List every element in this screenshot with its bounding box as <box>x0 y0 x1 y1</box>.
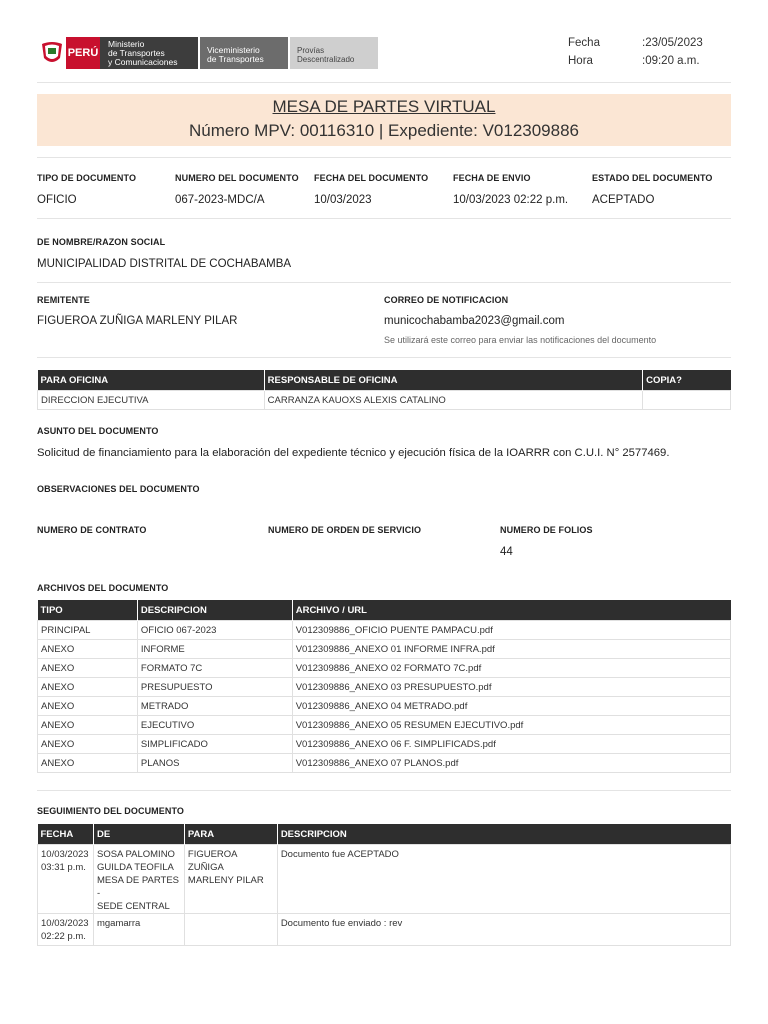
table-cell: Documento fue enviado : rev <box>277 914 730 946</box>
table-cell: ANEXO <box>38 716 138 735</box>
file-link[interactable]: V012309886_ANEXO 04 METRADO.pdf <box>292 697 730 716</box>
table-cell: PLANOS <box>137 754 292 773</box>
table-cell: ANEXO <box>38 754 138 773</box>
file-link[interactable]: V012309886_ANEXO 07 PLANOS.pdf <box>292 754 730 773</box>
column-header: PARA OFICINA <box>38 370 265 391</box>
fecha-label: Fecha <box>568 37 600 49</box>
seguimiento-label: SEGUIMIENTO DEL DOCUMENTO <box>37 806 185 816</box>
table-cell <box>643 391 731 410</box>
divider <box>37 218 731 219</box>
divider <box>37 82 731 83</box>
estado-label: ESTADO DEL DOCUMENTO <box>592 173 713 183</box>
title-banner <box>37 94 731 146</box>
divider <box>37 157 731 158</box>
table-cell: PRESUPUESTO <box>137 678 292 697</box>
table-cell: PRINCIPAL <box>38 621 138 640</box>
column-header: PARA <box>184 824 277 845</box>
file-link[interactable]: V012309886_ANEXO 05 RESUMEN EJECUTIVO.pdf <box>292 716 730 735</box>
estado-value: ACEPTADO <box>592 194 655 206</box>
column-header: RESPONSABLE DE OFICINA <box>264 370 642 391</box>
page-title: MESA DE PARTES VIRTUAL <box>272 97 496 116</box>
table-cell: SIMPLIFICADO <box>137 735 292 754</box>
oficina-table <box>37 370 731 410</box>
table-row <box>38 914 731 946</box>
table-row <box>38 659 731 678</box>
archivos-table <box>37 600 731 773</box>
table-cell: DIRECCION EJECUTIVA <box>38 391 265 410</box>
file-link[interactable]: V012309886_ANEXO 02 FORMATO 7C.pdf <box>292 659 730 678</box>
envio-label: FECHA DE ENVIO <box>453 173 531 183</box>
numero-value: 067-2023-MDC/A <box>175 194 265 206</box>
table-row <box>38 716 731 735</box>
observaciones-label: OBSERVACIONES DEL DOCUMENTO <box>37 484 200 494</box>
table-header <box>38 824 731 845</box>
table-row <box>38 678 731 697</box>
table-cell: EJECUTIVO <box>137 716 292 735</box>
expediente-number: Número MPV: 00116310 | Expediente: V012309886 <box>188 121 580 140</box>
contrato-label: NUMERO DE CONTRATO <box>37 525 147 535</box>
table-header <box>38 600 731 621</box>
coat-of-arms-icon <box>38 37 66 69</box>
razon-label: DE NOMBRE/RAZON SOCIAL <box>37 237 166 247</box>
logo-program: Provías Descentralizado <box>290 37 378 69</box>
numero-label: NUMERO DEL DOCUMENTO <box>175 173 299 183</box>
file-link[interactable]: V012309886_OFICIO PUENTE PAMPACU.pdf <box>292 621 730 640</box>
table-cell: ANEXO <box>38 640 138 659</box>
column-header: TIPO <box>38 600 138 621</box>
table-cell: ANEXO <box>38 697 138 716</box>
table-cell: ANEXO <box>38 678 138 697</box>
correo-label: CORREO DE NOTIFICACION <box>384 295 509 305</box>
file-link[interactable]: V012309886_ANEXO 06 F. SIMPLIFICADS.pdf <box>292 735 730 754</box>
table-header <box>38 370 731 391</box>
divider <box>37 282 731 283</box>
hora-label: Hora <box>568 55 593 67</box>
logo-vice: Viceministerio de Transportes <box>200 37 288 69</box>
table-cell: METRADO <box>137 697 292 716</box>
table-row <box>38 640 731 659</box>
table-cell: ANEXO <box>38 735 138 754</box>
table-cell: 10/03/2023 03:31 p.m. <box>38 845 94 914</box>
table-cell <box>184 914 277 946</box>
fecha-doc-value: 10/03/2023 <box>314 194 372 206</box>
column-header: FECHA <box>38 824 94 845</box>
table-row <box>38 697 731 716</box>
table-cell: 10/03/2023 02:22 p.m. <box>38 914 94 946</box>
table-cell: INFORME <box>137 640 292 659</box>
correo-value: municochabamba2023@gmail.com <box>384 315 565 327</box>
table-row <box>38 621 731 640</box>
table-cell: SOSA PALOMINO GUILDA TEOFILA MESA DE PARTES - SEDE CENTRAL <box>93 845 184 914</box>
fecha-doc-label: FECHA DEL DOCUMENTO <box>314 173 429 183</box>
column-header: DE <box>93 824 184 845</box>
table-cell: ANEXO <box>38 659 138 678</box>
table-cell: CARRANZA KAUOXS ALEXIS CATALINO <box>264 391 642 410</box>
correo-note: Se utilizará este correo para enviar las notificaciones del documento <box>384 335 657 345</box>
tipo-value: OFICIO <box>37 194 77 206</box>
file-link[interactable]: V012309886_ANEXO 01 INFORME INFRA.pdf <box>292 640 730 659</box>
asunto-text: Solicitud de financiamiento para la elaboración del expediente técnico y ejecución física de la IOARRR con C.U.I. N° 2577469. <box>37 447 670 459</box>
fecha-value: :23/05/2023 <box>642 37 703 49</box>
remitente-label: REMITENTE <box>37 295 90 305</box>
column-header: DESCRIPCION <box>277 824 730 845</box>
table-cell: FORMATO 7C <box>137 659 292 678</box>
file-link[interactable]: V012309886_ANEXO 03 PRESUPUESTO.pdf <box>292 678 730 697</box>
table-cell: Documento fue ACEPTADO <box>277 845 730 914</box>
column-header: ARCHIVO / URL <box>292 600 730 621</box>
table-row <box>38 391 731 410</box>
tipo-label: TIPO DE DOCUMENTO <box>37 173 137 183</box>
remitente-value: FIGUEROA ZUÑIGA MARLENY PILAR <box>37 315 238 327</box>
institution-logo <box>38 37 378 69</box>
table-row <box>38 845 731 914</box>
column-header: COPIA? <box>643 370 731 391</box>
logo-country: PERÚ <box>66 37 100 69</box>
envio-value: 10/03/2023 02:22 p.m. <box>453 194 569 206</box>
divider <box>37 357 731 358</box>
folios-label: NUMERO DE FOLIOS <box>500 525 593 535</box>
logo-ministry: Ministerio de Transportes y Comunicaciones <box>100 37 198 69</box>
seguimiento-table <box>37 824 731 946</box>
folios-value: 44 <box>500 546 513 558</box>
orden-label: NUMERO DE ORDEN DE SERVICIO <box>268 525 422 535</box>
table-row <box>38 735 731 754</box>
table-cell: FIGUEROA ZUÑIGA MARLENY PILAR <box>184 845 277 914</box>
archivos-label: ARCHIVOS DEL DOCUMENTO <box>37 583 169 593</box>
hora-value: :09:20 a.m. <box>642 55 700 67</box>
table-row <box>38 754 731 773</box>
divider <box>37 790 731 791</box>
razon-value: MUNICIPALIDAD DISTRITAL DE COCHABAMBA <box>37 258 292 270</box>
table-cell: OFICIO 067-2023 <box>137 621 292 640</box>
asunto-label: ASUNTO DEL DOCUMENTO <box>37 426 159 436</box>
table-cell: mgamarra <box>93 914 184 946</box>
column-header: DESCRIPCION <box>137 600 292 621</box>
